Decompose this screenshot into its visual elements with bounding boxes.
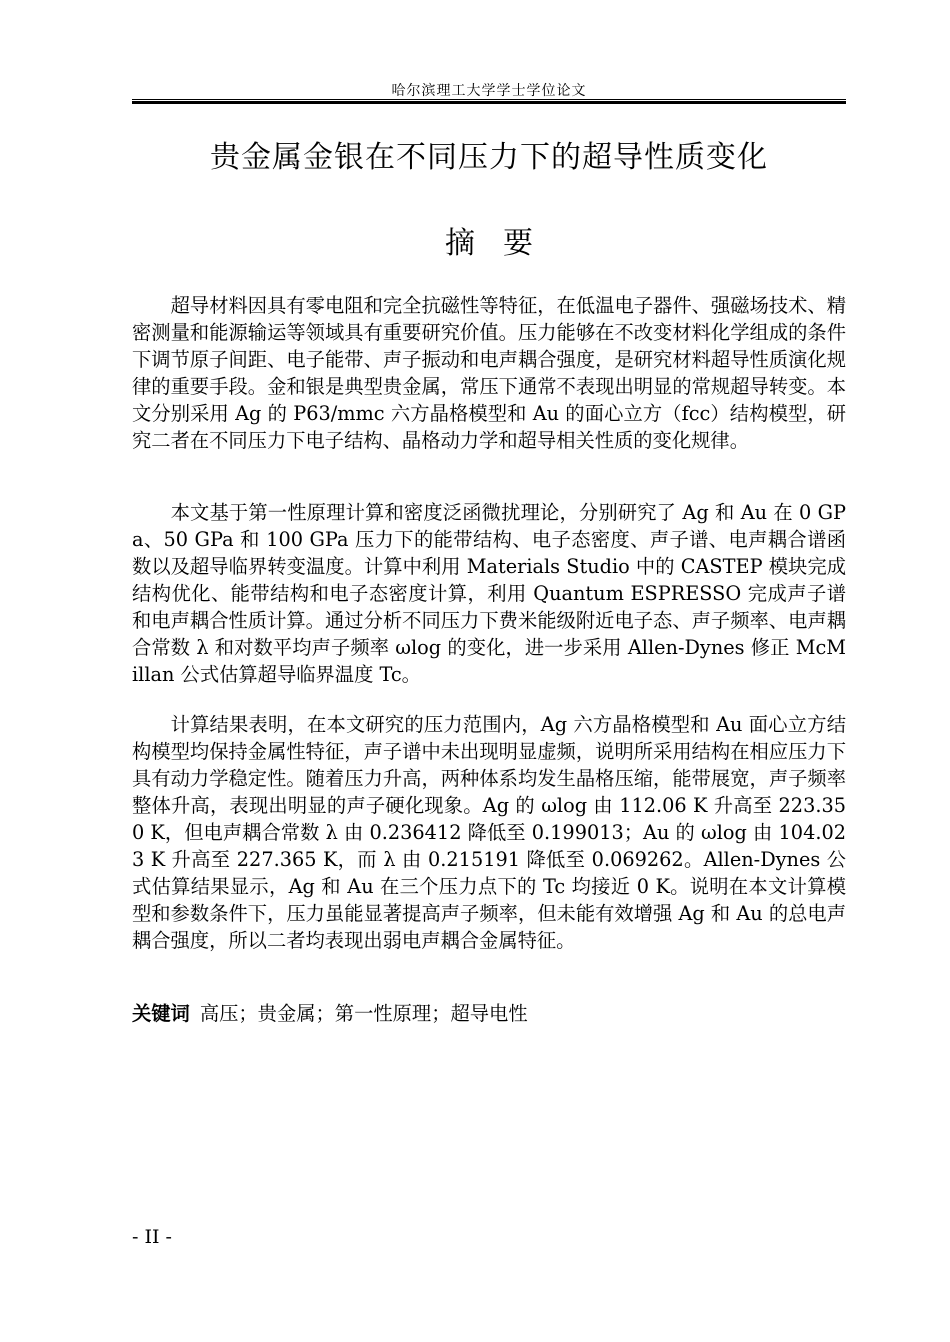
abstract-paragraph-2: 本文基于第一性原理计算和密度泛函微扰理论，分别研究了 Ag 和 Au 在 0 GPa、50 GPa 和 100 GPa 压力下的能带结构、电子态密度、声子谱、电声耦合谱函数以及超导临界转变温度。计算中利用 Materials Studio 中的 CASTEP 模块完成结构优化、能带结构和电子态密度计算，利用 Quantum ESPRESSO 完成声子谱和电声耦合性质计算。通过分析不同压力下费米能级附近电子态、声子频率、电声耦合常数 λ 和对数平均声子频率 ωlog 的变化，进一步采用 Allen-Dynes 修正 McMillan 公式估算超导临界温度 Tc。 xyxy=(132,501,846,686)
keywords-label: 关键词 xyxy=(132,1002,190,1025)
header-rule-thin xyxy=(132,99,846,100)
keywords-list: 高压；贵金属；第一性原理；超导电性 xyxy=(199,1002,528,1025)
abstract-paragraph-1: 超导材料因具有零电阻和完全抗磁性等特征，在低温电子器件、强磁场技术、精密测量和能源输运等领域具有重要研究价值。压力能够在不改变材料化学组成的条件下调节原子间距、电子能带、声子振动和电声耦合强度，是研究材料超导性质演化规律的重要手段。金和银是典型贵金属，常压下通常不表现出明显的常规超导转变。本文分别采用 Ag 的 P63/mmc 六方晶格模型和 Au 的面心立方（fcc）结构模型，研究二者在不同压力下电子结构、晶格动力学和超导相关性质的变化规律。 xyxy=(132,294,846,452)
running-header: 哈尔滨理工大学学士学位论文 xyxy=(391,83,587,99)
header-rule-thick xyxy=(132,101,846,104)
abstract-heading: 摘要 xyxy=(445,226,561,261)
keywords-line xyxy=(132,1000,846,1027)
abstract-paragraph-3: 计算结果表明，在本文研究的压力范围内，Ag 六方晶格模型和 Au 面心立方结构模型均保持金属性特征，声子谱中未出现明显虚频，说明所采用结构在相应压力下具有动力学稳定性。随着压力升高，两种体系均发生晶格压缩，能带展宽，声子频率整体升高，表现出明显的声子硬化现象。Ag 的 ωlog 由 112.06 K 升高至 223.350 K，但电声耦合常数 λ 由 0.236412 降低至 0.199013；Au 的 ωlog 由 104.023 K 升高至 227.365 K，而 λ 由 0.215191 降低至 0.069262。Allen-Dynes 公式估算结果显示，Ag 和 Au 在三个压力点下的 Tc 均接近 0 K。说明在本文计算模型和参数条件下，压力虽能显著提高声子频率，但未能有效增强 Ag 和 Au 的总电声耦合强度，所以二者均表现出弱电声耦合金属特征。 xyxy=(132,713,846,952)
thesis-title: 贵金属金银在不同压力下的超导性质变化 xyxy=(210,140,768,175)
page-number: - II - xyxy=(132,1226,172,1248)
